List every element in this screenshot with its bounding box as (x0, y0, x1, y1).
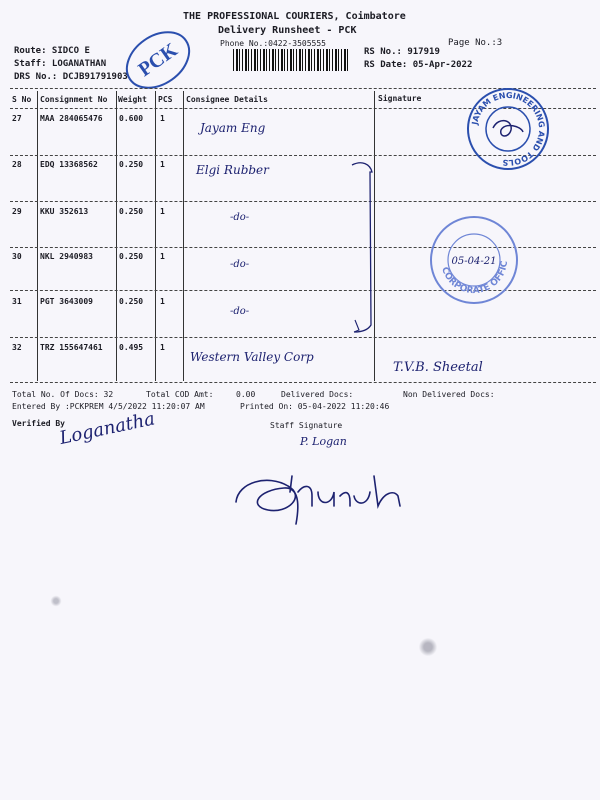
row-consignment: NKL 2940983 (40, 252, 93, 261)
total-cod-label: Total COD Amt: (146, 390, 214, 399)
ditto-handwriting: -do- (230, 212, 250, 223)
verified-by-label: Verified By (12, 419, 65, 428)
table-bottom-rule (10, 382, 596, 383)
col-weight: Weight (118, 95, 147, 104)
drs-number: DRS No.: DCJB91791903 (14, 72, 128, 82)
row-sno: 31 (12, 297, 22, 306)
rs-number: RS No.: 917919 (364, 47, 440, 57)
total-docs: Total No. Of Docs: 32 (12, 390, 114, 399)
staff-label: Staff: LOGANATHAN (14, 59, 107, 69)
row-sno: 30 (12, 252, 22, 261)
row-pcs: 1 (160, 207, 165, 216)
entered-by: Entered By :PCKPREM 4/5/2022 11:20:07 AM (12, 402, 205, 411)
row-consignment: MAA 284065476 (40, 114, 103, 123)
staff-signature-scribble (228, 462, 418, 532)
scan-smudge (50, 594, 62, 608)
consignee-handwriting: Jayam Eng (200, 121, 266, 135)
staff-signature-label: Staff Signature (270, 421, 343, 430)
row-weight: 0.250 (119, 252, 144, 261)
jayam-company-stamp (465, 86, 551, 172)
row-weight: 0.250 (119, 160, 144, 169)
barcode (233, 49, 349, 71)
scan-smudge (418, 636, 438, 658)
rs-date: RS Date: 05-Apr-2022 (364, 60, 473, 70)
row-pcs: 1 (160, 343, 165, 352)
row-rule (10, 337, 596, 338)
col-consignee: Consignee Details (186, 95, 268, 104)
row-consignment: KKU 352613 (40, 207, 89, 216)
row-pcs: 1 (160, 160, 165, 169)
row-sno: 29 (12, 207, 22, 216)
row-sno: 32 (12, 343, 22, 352)
non-delivered-docs: Non Delivered Docs: (403, 390, 495, 399)
page-number: Page No.:3 (448, 38, 503, 48)
col-sno: S No (12, 95, 32, 104)
receiver-signature: T.V.B. Sheetal (393, 360, 483, 375)
total-cod-value: 0.00 (236, 390, 256, 399)
consignee-handwriting: Elgi Rubber (196, 163, 269, 177)
printed-on: Printed On: 05-04-2022 11:20:46 (240, 402, 390, 411)
corporate-stamp-text: CORPORATE OFFICE (424, 207, 511, 297)
row-sno: 28 (12, 160, 22, 169)
pck-stamp-text: PCK (134, 38, 182, 82)
corporate-office-stamp (424, 207, 520, 306)
route-label: Route: SIDCO E (14, 46, 90, 56)
staff-name-handwriting: P. Logan (300, 435, 347, 448)
jayam-stamp-text: JAYAM ENGINEERING AND TOOLS (470, 90, 547, 168)
row-weight: 0.495 (119, 343, 144, 352)
col-consignment: Consignment No (40, 95, 108, 104)
corporate-stamp-date: 05-04-21 (451, 256, 497, 267)
row-pcs: 1 (160, 252, 165, 261)
phone-number: Phone No.:0422-3505555 (220, 39, 326, 48)
row-weight: 0.250 (119, 207, 144, 216)
col-pcs: PCS (158, 95, 173, 104)
pck-stamp (118, 30, 198, 90)
row-sno: 27 (12, 114, 22, 123)
ditto-bracket-mark (350, 160, 380, 340)
row-weight: 0.250 (119, 297, 144, 306)
ditto-handwriting: -do- (230, 306, 250, 317)
consignee-handwriting: Western Valley Corp (190, 350, 314, 364)
ditto-handwriting: -do- (230, 259, 250, 270)
document-title: Delivery Runsheet - PCK (218, 25, 357, 36)
svg-text:JAYAM ENGINEERING AND TOOLS (470, 91, 546, 167)
verifier-signature: Loganatha (57, 408, 157, 449)
delivered-docs: Delivered Docs: (281, 390, 354, 399)
row-pcs: 1 (160, 297, 165, 306)
col-signature: Signature (378, 94, 422, 103)
row-consignment: PGT 3643009 (40, 297, 93, 306)
row-weight: 0.600 (119, 114, 144, 123)
company-name: THE PROFESSIONAL COURIERS, Coimbatore (183, 11, 406, 22)
row-rule (10, 201, 596, 202)
row-pcs: 1 (160, 114, 165, 123)
row-consignment: TRZ 155647461 (40, 343, 103, 352)
row-consignment: EDQ 13368562 (40, 160, 98, 169)
